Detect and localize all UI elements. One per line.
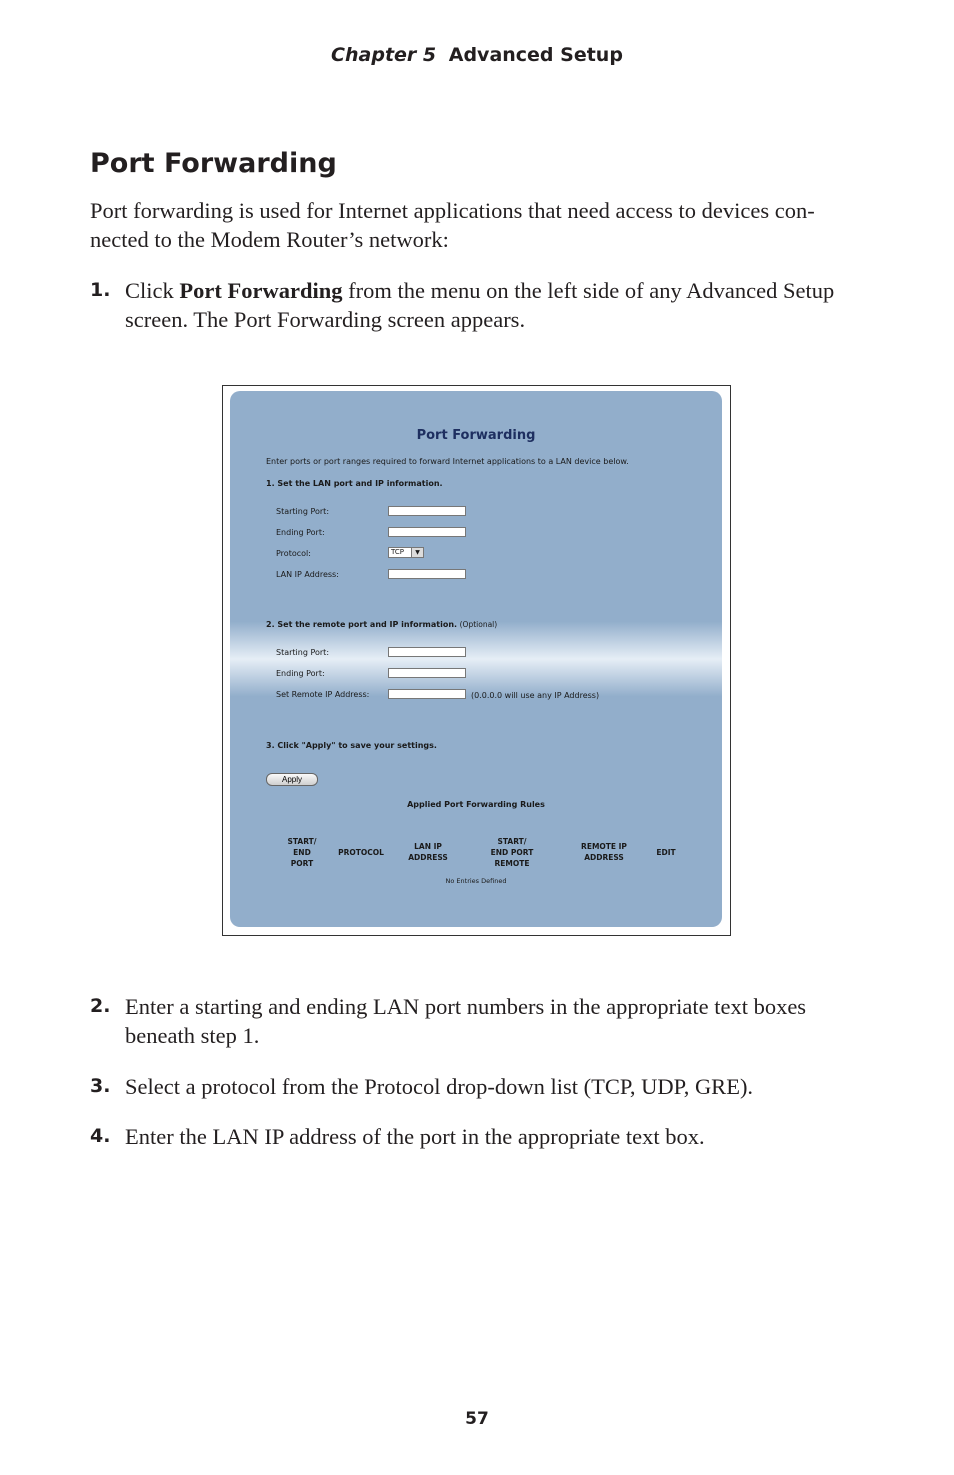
port-forwarding-screenshot [222,385,731,936]
step-number: 2. [90,995,111,1017]
column-header: START/ END PORT [287,837,317,868]
step-text-bold: Port Forwarding [179,278,343,303]
chevron-down-icon: ▼ [411,548,423,557]
protocol-value: TCP [391,548,404,556]
section1-heading: 1. Set the LAN port and IP information. [266,479,443,488]
remote-ending-port-input[interactable] [388,668,466,678]
lan-starting-port-label: Starting Port: [276,507,330,516]
intro-paragraph: Port forwarding is used for Internet applications that need access to devices con-nected to the Modem Router’s network: [90,198,815,252]
step-1 [90,276,865,334]
lan-ending-port-input[interactable] [388,527,466,537]
step-number: 1. [90,279,111,301]
step-3 [90,1072,865,1101]
step-number: 4. [90,1125,111,1147]
remote-ip-label: Set Remote IP Address: [276,690,370,699]
panel-description: Enter ports or port ranges required to forward Internet applications to a LAN device below. [266,457,629,466]
column-header: REMOTE IP ADDRESS [581,842,627,862]
column-header: EDIT [656,848,676,857]
step-number: 3. [90,1075,111,1097]
lan-ending-port-label: Ending Port: [276,528,325,537]
protocol-label: Protocol: [276,549,311,558]
chapter-label: Chapter 5 [331,44,437,66]
protocol-select[interactable] [388,547,424,558]
lan-ip-label: LAN IP Address: [276,570,339,579]
port-forwarding-panel [230,391,722,927]
remote-ip-input[interactable] [388,689,466,699]
step-text: Select a protocol from the Protocol drop-down list (TCP, UDP, GRE). [125,1074,754,1099]
step-text: Enter the LAN IP address of the port in the appropriate text box. [125,1124,705,1149]
page-number: 57 [465,1409,489,1429]
step-4 [90,1122,865,1151]
remote-ending-port-label: Ending Port: [276,669,325,678]
remote-starting-port-label: Starting Port: [276,648,330,657]
no-entries-text: No Entries Defined [445,877,507,885]
column-header: LAN IP ADDRESS [408,842,448,862]
step-text-before: Click [125,278,180,303]
column-header: PROTOCOL [338,848,384,857]
section3-heading: 3. Click "Apply" to save your settings. [266,741,437,750]
panel-title: Port Forwarding [416,428,536,443]
step-2 [90,992,865,1050]
rules-title: Applied Port Forwarding Rules [407,800,545,809]
remote-starting-port-input[interactable] [388,647,466,657]
lan-starting-port-input[interactable] [388,506,466,516]
section2-heading [266,620,497,629]
column-header: START/ END PORT REMOTE [490,837,534,868]
step-text: Enter a starting and ending LAN port numbers in the appropriate text boxes beneath step 1. [125,994,807,1048]
running-header [0,44,954,66]
apply-button[interactable]: Apply [266,773,318,786]
section2-optional: (Optional) [459,620,498,629]
lan-ip-input[interactable] [388,569,466,579]
section-name: Advanced Setup [448,44,623,66]
section2-title: 2. Set the remote port and IP information. [266,620,458,629]
remote-ip-hint: (0.0.0.0 will use any IP Address) [471,691,600,700]
section-title: Port Forwarding [90,148,337,179]
step-text-after: from the menu on the left side of any Advanced Setup screen. The Port Forwarding screen appears. [125,278,835,332]
